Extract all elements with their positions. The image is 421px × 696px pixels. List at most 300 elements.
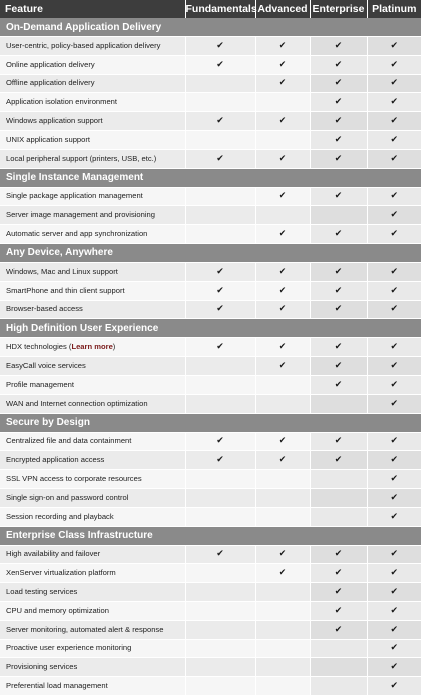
cell-enterprise [310,281,367,300]
cell-advanced [255,639,310,658]
feature-name [0,601,185,620]
feature-label: XenServer virtualization platform [6,568,116,578]
table-row [0,677,421,696]
check-icon: ✔ [278,191,287,202]
table-row [0,357,421,376]
feature-name [0,55,185,74]
cell-fundamentals [185,451,255,470]
cell-enterprise [310,451,367,470]
check-icon: ✔ [334,191,343,202]
cell-fundamentals [185,658,255,677]
feature-label: Encrypted application access [6,455,105,465]
feature-label: Proactive user experience monitoring [6,643,132,653]
learn-more-link[interactable]: Learn more [71,342,113,352]
feature-name [0,112,185,131]
cell-fundamentals [185,55,255,74]
cell-advanced [255,620,310,639]
check-icon: ✔ [390,266,399,277]
check-icon: ✔ [216,304,224,315]
check-icon: ✔ [390,474,399,485]
feature-name [0,375,185,394]
check-icon: ✔ [390,455,399,466]
check-icon: ✔ [390,97,399,108]
table-row [0,55,421,74]
table-row [0,225,421,244]
check-icon: ✔ [390,379,399,390]
check-icon: ✔ [334,624,343,635]
check-icon: ✔ [390,398,399,409]
check-icon: ✔ [334,361,343,372]
check-icon: ✔ [390,134,399,145]
table-row [0,93,421,112]
column-header-enterprise: Enterprise [310,0,367,18]
cell-platinum [367,74,421,93]
cell-enterprise [310,225,367,244]
check-icon: ✔ [334,455,343,466]
cell-advanced [255,55,310,74]
cell-advanced [255,357,310,376]
cell-platinum [367,394,421,413]
feature-label: Provisioning services [6,662,78,672]
cell-advanced [255,394,310,413]
cell-enterprise [310,470,367,489]
feature-name [0,74,185,93]
cell-enterprise [310,658,367,677]
cell-fundamentals [185,130,255,149]
section-header-row [0,243,421,262]
feature-name [0,394,185,413]
cell-enterprise [310,300,367,319]
cell-enterprise [310,187,367,206]
check-icon: ✔ [278,436,287,447]
section-header-row [0,168,421,187]
cell-advanced [255,130,310,149]
cell-fundamentals [185,93,255,112]
cell-advanced [255,432,310,451]
table-row [0,470,421,489]
check-icon: ✔ [334,40,343,51]
check-icon: ✔ [390,285,399,296]
cell-enterprise [310,206,367,225]
feature-label: Automatic server and app synchronization [6,229,148,239]
cell-platinum [367,338,421,357]
check-icon: ✔ [278,116,287,127]
check-icon: ✔ [334,342,343,353]
check-icon: ✔ [390,191,399,202]
cell-platinum [367,601,421,620]
cell-fundamentals [185,601,255,620]
cell-enterprise [310,112,367,131]
cell-enterprise [310,130,367,149]
cell-enterprise [310,639,367,658]
feature-name [0,357,185,376]
cell-fundamentals [185,338,255,357]
cell-enterprise [310,149,367,168]
cell-platinum [367,130,421,149]
table-row [0,507,421,526]
cell-fundamentals [185,281,255,300]
cell-advanced [255,677,310,696]
cell-platinum [367,451,421,470]
table-row [0,300,421,319]
check-icon: ✔ [216,59,224,70]
feature-label: User-centric, policy-based application delivery [6,40,161,50]
cell-platinum [367,507,421,526]
feature-label: Profile management [6,379,74,389]
check-icon: ✔ [278,266,287,277]
check-icon: ✔ [216,342,224,353]
check-icon: ✔ [278,342,287,353]
feature-name [0,93,185,112]
feature-label: Windows, Mac and Linux support [6,266,118,276]
check-icon: ✔ [278,361,287,372]
cell-advanced [255,564,310,583]
check-icon: ✔ [334,587,343,598]
cell-advanced [255,300,310,319]
cell-enterprise [310,545,367,564]
check-icon: ✔ [390,511,399,522]
cell-fundamentals [185,375,255,394]
table-row [0,583,421,602]
check-icon: ✔ [334,436,343,447]
table-row [0,130,421,149]
check-icon: ✔ [216,116,224,127]
table-row [0,375,421,394]
cell-fundamentals [185,488,255,507]
cell-fundamentals [185,206,255,225]
cell-enterprise [310,620,367,639]
table-row [0,394,421,413]
cell-fundamentals [185,37,255,56]
feature-label: Single sign-on and password control [6,492,129,502]
feature-label: UNIX application support [6,134,90,144]
cell-enterprise [310,262,367,281]
table-row [0,545,421,564]
cell-enterprise [310,677,367,696]
section-title: On-Demand Application Delivery [0,18,421,37]
feature-label: Local peripheral support (printers, USB, etc.) [6,153,157,163]
cell-platinum [367,357,421,376]
cell-fundamentals [185,432,255,451]
feature-name [0,583,185,602]
feature-name [0,225,185,244]
cell-advanced [255,658,310,677]
check-icon: ✔ [390,40,399,51]
feature-name [0,187,185,206]
cell-enterprise [310,432,367,451]
cell-advanced [255,93,310,112]
feature-label: CPU and memory optimization [6,605,109,615]
cell-platinum [367,93,421,112]
cell-platinum [367,187,421,206]
feature-name [0,300,185,319]
cell-platinum [367,281,421,300]
cell-enterprise [310,93,367,112]
check-icon: ✔ [390,116,399,127]
check-icon: ✔ [334,379,343,390]
table-row [0,620,421,639]
cell-fundamentals [185,470,255,489]
check-icon: ✔ [216,436,224,447]
check-icon: ✔ [278,549,287,560]
cell-platinum [367,677,421,696]
cell-advanced [255,583,310,602]
cell-fundamentals [185,639,255,658]
feature-label: Online application delivery [6,59,95,69]
check-icon: ✔ [390,587,399,598]
feature-label: Preferential load management [6,681,108,690]
check-icon: ✔ [278,455,287,466]
feature-label: Offline application delivery [6,78,95,88]
cell-platinum [367,639,421,658]
cell-enterprise [310,37,367,56]
column-header-feature: Feature [0,0,185,18]
cell-enterprise [310,564,367,583]
check-icon: ✔ [334,97,343,108]
cell-fundamentals [185,507,255,526]
check-icon: ✔ [334,568,343,579]
feature-label: WAN and Internet connection optimization [6,398,148,408]
table-row [0,432,421,451]
check-icon: ✔ [278,285,287,296]
check-icon: ✔ [334,134,343,145]
table-row [0,658,421,677]
cell-advanced [255,206,310,225]
feature-name [0,620,185,639]
cell-platinum [367,583,421,602]
cell-enterprise [310,55,367,74]
feature-label-suffix: ) [112,342,116,352]
cell-platinum [367,300,421,319]
cell-platinum [367,37,421,56]
section-title: High Definition User Experience [0,319,421,338]
feature-label: EasyCall voice services [6,361,86,371]
section-title: Single Instance Management [0,168,421,187]
feature-label: Load testing services [6,587,78,597]
cell-advanced [255,507,310,526]
check-icon: ✔ [278,304,287,315]
cell-advanced [255,112,310,131]
check-icon: ✔ [278,59,287,70]
feature-name [0,564,185,583]
cell-fundamentals [185,677,255,696]
table-row [0,281,421,300]
table-row [0,262,421,281]
check-icon: ✔ [390,59,399,70]
cell-enterprise [310,338,367,357]
cell-platinum [367,488,421,507]
section-header-row [0,18,421,37]
check-icon: ✔ [278,229,287,240]
cell-advanced [255,281,310,300]
check-icon: ✔ [334,605,343,616]
check-icon: ✔ [390,549,399,560]
check-icon: ✔ [278,78,287,89]
check-icon: ✔ [334,549,343,560]
check-icon: ✔ [390,210,399,221]
cell-advanced [255,375,310,394]
feature-name [0,262,185,281]
check-icon: ✔ [216,455,224,466]
cell-platinum [367,545,421,564]
table-row [0,112,421,131]
feature-label: High availability and failover [6,549,101,559]
cell-fundamentals [185,545,255,564]
table-row [0,488,421,507]
cell-platinum [367,620,421,639]
feature-label: Session recording and playback [6,511,114,521]
check-icon: ✔ [390,229,399,240]
cell-fundamentals [185,564,255,583]
feature-label: Server monitoring, automated alert & response [6,624,164,634]
cell-enterprise [310,394,367,413]
column-header-fundamentals: Fundamentals [185,0,255,18]
feature-label: Browser-based access [6,304,83,314]
check-icon: ✔ [216,40,224,51]
cell-advanced [255,451,310,470]
cell-platinum [367,225,421,244]
check-icon: ✔ [334,266,343,277]
cell-fundamentals [185,620,255,639]
section-header-row [0,413,421,432]
table-body [0,18,421,695]
feature-label: SmartPhone and thin client support [6,285,125,295]
check-icon: ✔ [390,78,399,89]
section-header-row [0,319,421,338]
cell-advanced [255,187,310,206]
cell-advanced [255,488,310,507]
check-icon: ✔ [216,285,224,296]
table-row [0,187,421,206]
cell-enterprise [310,375,367,394]
check-icon: ✔ [334,116,343,127]
cell-enterprise [310,507,367,526]
feature-name [0,130,185,149]
cell-fundamentals [185,357,255,376]
cell-fundamentals [185,225,255,244]
cell-fundamentals [185,149,255,168]
feature-name [0,281,185,300]
check-icon: ✔ [390,492,399,503]
cell-platinum [367,432,421,451]
section-title: Any Device, Anywhere [0,243,421,262]
check-icon: ✔ [334,78,343,89]
cell-enterprise [310,74,367,93]
check-icon: ✔ [390,624,399,635]
check-icon: ✔ [216,153,224,164]
cell-advanced [255,37,310,56]
cell-enterprise [310,357,367,376]
feature-name [0,488,185,507]
cell-fundamentals [185,394,255,413]
feature-name [0,451,185,470]
check-icon: ✔ [390,436,399,447]
cell-advanced [255,149,310,168]
check-icon: ✔ [390,153,399,164]
cell-fundamentals [185,583,255,602]
cell-fundamentals [185,262,255,281]
check-icon: ✔ [278,568,287,579]
feature-label: Server image management and provisioning [6,210,156,220]
cell-platinum [367,564,421,583]
check-icon: ✔ [390,681,399,691]
table-row [0,206,421,225]
cell-platinum [367,658,421,677]
feature-name [0,432,185,451]
check-icon: ✔ [334,59,343,70]
feature-name [0,206,185,225]
cell-platinum [367,375,421,394]
feature-label: Windows application support [6,116,103,126]
cell-advanced [255,74,310,93]
header-row [0,0,421,18]
feature-label: SSL VPN access to corporate resources [6,474,142,484]
table-row [0,149,421,168]
cell-enterprise [310,601,367,620]
section-title: Enterprise Class Infrastructure [0,526,421,545]
check-icon: ✔ [216,266,224,277]
cell-enterprise [310,488,367,507]
table-row [0,639,421,658]
cell-fundamentals [185,74,255,93]
table-row [0,564,421,583]
cell-advanced [255,338,310,357]
check-icon: ✔ [390,304,399,315]
check-icon: ✔ [334,304,343,315]
check-icon: ✔ [390,643,399,654]
table-row [0,338,421,357]
feature-label: Single package application management [6,191,143,201]
cell-enterprise [310,583,367,602]
cell-advanced [255,601,310,620]
table-row [0,601,421,620]
check-icon: ✔ [390,568,399,579]
cell-advanced [255,545,310,564]
cell-fundamentals [185,112,255,131]
feature-name [0,658,185,677]
table-row [0,451,421,470]
cell-platinum [367,206,421,225]
cell-advanced [255,262,310,281]
feature-name [0,545,185,564]
column-header-advanced: Advanced [255,0,310,18]
cell-platinum [367,262,421,281]
cell-fundamentals [185,300,255,319]
check-icon: ✔ [390,361,399,372]
feature-name [0,470,185,489]
feature-label: HDX technologies ( [6,342,72,352]
cell-platinum [367,149,421,168]
cell-platinum [367,112,421,131]
check-icon: ✔ [278,153,287,164]
feature-name [0,338,185,357]
feature-label: Centralized file and data containment [6,436,132,446]
section-title: Secure by Design [0,413,421,432]
check-icon: ✔ [278,40,287,51]
check-icon: ✔ [390,605,399,616]
feature-name [0,37,185,56]
check-icon: ✔ [216,549,224,560]
feature-name [0,677,185,696]
check-icon: ✔ [390,662,399,673]
feature-name [0,639,185,658]
table-row [0,37,421,56]
table-row [0,74,421,93]
check-icon: ✔ [334,229,343,240]
cell-platinum [367,470,421,489]
check-icon: ✔ [334,153,343,164]
cell-advanced [255,470,310,489]
